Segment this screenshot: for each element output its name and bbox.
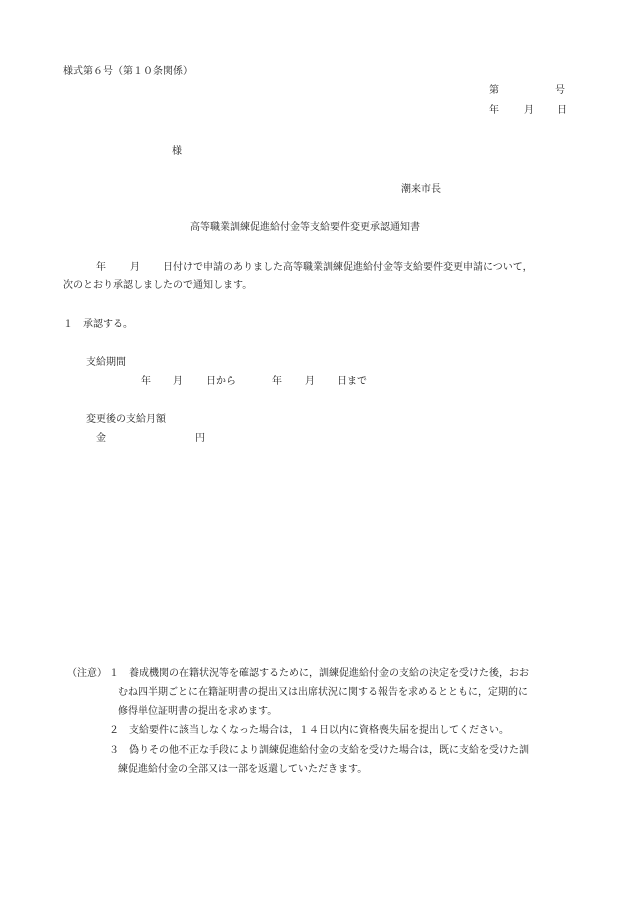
body-month: 月 <box>130 262 140 273</box>
note-number: ２ <box>109 725 119 736</box>
period-to-year: 年 <box>272 376 282 387</box>
note-text: 支給要件に該当しなくなった場合は，１４日以内に資格喪失届を提出してください。 <box>129 725 509 736</box>
period-from-month: 月 <box>173 376 183 387</box>
date-month: 月 <box>524 105 534 116</box>
notes-label: （注意） <box>67 668 107 679</box>
date-day: 日 <box>557 105 567 116</box>
note-number: １ <box>109 668 119 679</box>
amount-unit: 円 <box>195 433 205 444</box>
note-text: 練促進給付金の全部又は一部を返還していただきます。 <box>118 764 368 775</box>
document-title: 高等職業訓練促進給付金等支給要件変更承認通知書 <box>190 222 420 233</box>
note-text: 養成機関の在籍状況等を確認するために，訓練促進給付金の支給の決定を受けた後，おお <box>129 668 529 679</box>
note-number: ３ <box>109 745 119 756</box>
issuer-name: 潮来市長 <box>401 184 441 195</box>
note-text: 修得単位証明書の提出を求めます。 <box>118 706 278 717</box>
body-year: 年 <box>96 262 106 273</box>
date-year: 年 <box>489 105 499 116</box>
period-to-month: 月 <box>305 376 315 387</box>
amount-label: 変更後の支給月額 <box>86 414 166 425</box>
item1-label: １ 承認する。 <box>63 319 133 330</box>
body-text-line2: 次のとおり承認しましたので通知します。 <box>63 280 253 291</box>
doc-number-prefix: 第 <box>489 85 499 96</box>
period-from-year: 年 <box>141 376 151 387</box>
body-text: 日付けで申請のありました高等職業訓練促進給付金等支給要件変更申請について， <box>163 262 533 273</box>
period-label: 支給期間 <box>86 357 126 368</box>
period-from-day: 日から <box>206 376 236 387</box>
amount-prefix: 金 <box>96 433 106 444</box>
form-number: 様式第６号（第１０条関係） <box>63 66 193 77</box>
addressee-honorific: 様 <box>172 146 182 157</box>
period-to-day: 日まで <box>337 376 367 387</box>
doc-number-suffix: 号 <box>555 85 565 96</box>
note-text: 偽りその他不正な手段により訓練促進給付金の支給を受けた場合は，既に支給を受けた訓 <box>129 745 529 756</box>
note-text: むね四半期ごとに在籍証明書の提出又は出席状況に関する報告を求めるとともに，定期的に <box>118 687 528 698</box>
